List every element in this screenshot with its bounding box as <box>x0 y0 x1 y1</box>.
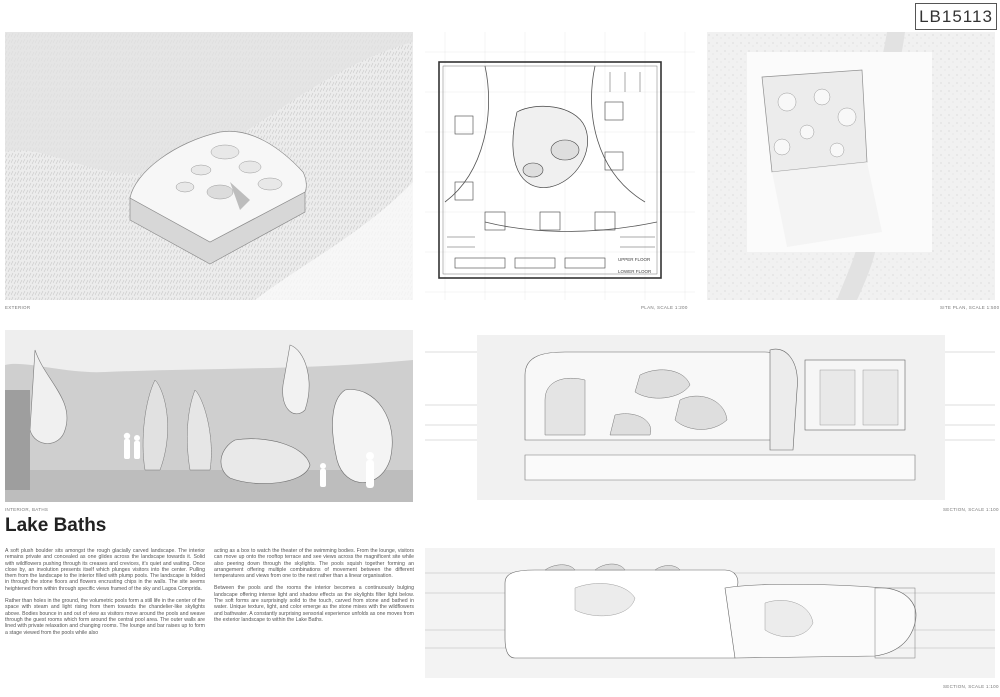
caption-section-1: SECTION, SCALE 1:100 <box>943 507 999 512</box>
legend-upper-floor: UPPER FLOOR <box>618 257 651 262</box>
caption-site-plan: SITE PLAN, SCALE 1:500 <box>940 305 1000 310</box>
text-col1-paragraph-2: Rather than holes in the ground, the volumetric pools form a still life in the center of the space with steam and light rising from them towards the chandelier-like skylights above. Bodies bounce in and out of view as visitors move around the pools and weave through the guest rooms which form around the central pool area. The outer walls are lined with private relaxation and changing rooms. The lounge and bar raises up to form a stage viewed from the pools while also <box>5 598 205 636</box>
floor-plan <box>425 32 695 300</box>
caption-section-2: SECTION, SCALE 1:100 <box>943 684 999 689</box>
exterior-render <box>5 32 413 300</box>
text-column-2 <box>214 548 414 629</box>
caption-interior: INTERIOR, BATHS <box>5 507 49 512</box>
plan-legend <box>618 257 651 275</box>
text-column-1 <box>5 548 205 642</box>
section-drawing-2 <box>425 548 995 678</box>
caption-plan: PLAN, SCALE 1:200 <box>641 305 688 310</box>
text-col2-paragraph-1: acting as a box to watch the theater of the swimming bodies. From the lounge, visitors can move up onto the rooftop terrace and see views across the magnificent site while also peering down through the skylights. The pools squish together forming an arrangement offering multiple combinations of movement between the different temperatures and views from one to the next rather than a linear organisation. <box>214 548 414 580</box>
interior-render <box>5 330 413 502</box>
caption-exterior: EXTERIOR <box>5 305 31 310</box>
project-code-box <box>915 3 997 30</box>
text-col1-paragraph-1: A soft plush boulder sits amongst the rough glacially carved landscape. The interior remains private and concealed as one glides across the landscape towards it. Solid with wildflowers pushing through its creases and crevices, it's quiet and waiting. Once close by, an involution presents itself which plunges visitors into the center. Pulling them from the landscape to the interior filled with plump pools. The landscape is folded in through the stone floors and flowers encrusting chips in the walls. The site seems heightened from within through specific views framed of the sky and Lagoa Comprida. <box>5 548 205 592</box>
text-col2-paragraph-2: Between the pools and the rooms the interior becomes a continuously bulging landscape offering intense light and shadow effects as the skylights filter light below. The soft forms are surprisingly solid to the touch, carved from stone and bathed in water. Unique texture, light, and color emerge as the stone mixes with the wildflowers and bathwater. A constantly surprising sensorial experience unfolds as one moves from the exterior landscape to within the Lake Baths. <box>214 585 414 623</box>
project-title: Lake Baths <box>5 515 107 536</box>
project-code: LB15113 <box>919 6 993 26</box>
site-plan <box>707 32 995 300</box>
legend-lower-floor: LOWER FLOOR <box>618 269 652 274</box>
section-drawing-1 <box>425 330 995 502</box>
